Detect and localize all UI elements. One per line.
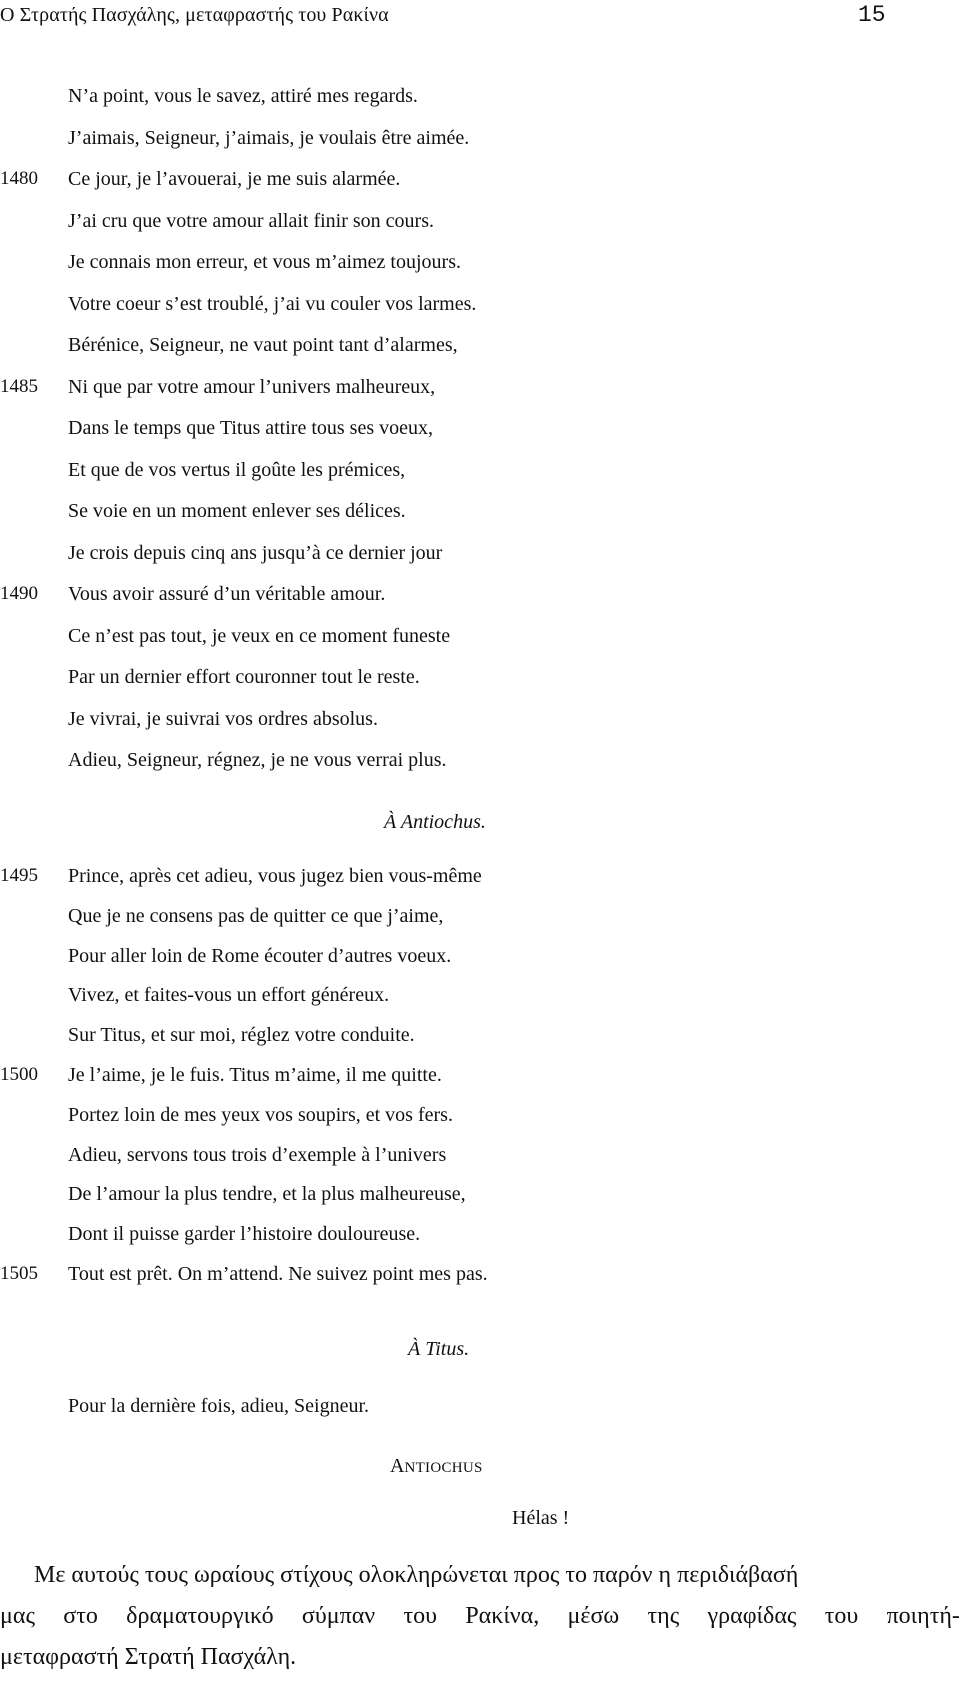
closing-note-word: του (403, 1603, 437, 1629)
closing-note-word: γραφίδας (707, 1603, 797, 1629)
verse-line (0, 983, 960, 1017)
verse-text: Je crois depuis cinq ans jusqu’à ce dernier jour (68, 541, 443, 564)
verse-line (0, 84, 960, 118)
final-verse-text: Pour la dernière fois, adieu, Seigneur. (68, 1395, 370, 1417)
verse-line (0, 1262, 960, 1296)
verse-line (0, 333, 960, 367)
closing-note-word: σύμπαν (301, 1603, 376, 1629)
verse-number: 1485 (0, 375, 38, 397)
closing-note-word: δραματουργικό (126, 1603, 274, 1629)
verse-text: Je l’aime, je le fuis. Titus m’aime, il me quitte. (68, 1064, 442, 1086)
verse-line (0, 541, 960, 575)
verse-line (0, 665, 960, 699)
verse-text: Adieu, servons tous trois d’exemple à l’univers (68, 1143, 447, 1166)
verse-number: 1505 (0, 1263, 38, 1284)
page-number: 15 (858, 2, 886, 28)
verse-line (0, 126, 960, 160)
closing-note-word: του (824, 1603, 859, 1629)
verse-text: Je connais mon erreur, et vous m’aimez toujours. (68, 251, 461, 273)
closing-note-word: στο (63, 1603, 98, 1629)
verse-text: Ni que par votre amour l’univers malheureux, (68, 375, 436, 398)
speaker-rest: NTIOCHUS (404, 1460, 483, 1476)
verse-line (0, 748, 960, 782)
verse-line (0, 707, 960, 741)
verse-text: Dont il puisse garder l’histoire douloureuse. (68, 1223, 421, 1246)
verse-text: Vous avoir assuré d’un véritable amour. (68, 583, 386, 605)
verse-text: Tout est prêt. On m’attend. Ne suivez point mes pas. (68, 1263, 488, 1285)
verse-line (0, 250, 960, 284)
verse-line (0, 209, 960, 243)
verse-text: J’ai cru que votre amour allait finir son cours. (68, 209, 434, 232)
speaker-exclamation: Hélas ! (512, 1507, 570, 1529)
verse-line (0, 499, 960, 533)
verse-text: N’a point, vous le savez, attiré mes regards. (68, 85, 418, 107)
speaker-initial: A (390, 1455, 405, 1477)
verse-text: Votre coeur s’est troublé, j’ai vu couler vos larmes. (68, 292, 477, 315)
closing-note-word: μέσω (567, 1603, 620, 1629)
verse-text: Dans le temps que Titus attire tous ses voeux, (68, 417, 433, 439)
verse-text: Se voie en un moment enlever ses délices. (68, 500, 406, 522)
verse-number: 1500 (0, 1064, 38, 1085)
closing-note-line-3: μεταφραστή Στρατή Πασχάλη. (0, 1644, 297, 1670)
stage-direction-titus: À Titus. (408, 1338, 470, 1360)
stage-direction-antiochus: À Antiochus. (384, 811, 486, 833)
verse-line (0, 292, 960, 326)
verse-line (0, 167, 960, 201)
verse-line (0, 904, 960, 938)
speaker-name (390, 1454, 483, 1480)
verse-line (0, 1143, 960, 1177)
verse-line (0, 1222, 960, 1256)
verse-text: Par un dernier effort couronner tout le reste. (68, 666, 420, 688)
verse-text: Prince, après cet adieu, vous jugez bien vous-même (68, 865, 482, 887)
verse-number: 1490 (0, 583, 38, 604)
verse-line (0, 864, 960, 898)
verse-text: Et que de vos vertus il goûte les prémices, (68, 458, 406, 481)
verse-line (0, 416, 960, 450)
verse-text: Que je ne consens pas de quitter ce que j’aime, (68, 904, 444, 927)
closing-note-word: της (647, 1603, 680, 1629)
closing-note-line-2 (0, 1596, 960, 1637)
closing-note-word: Ρακίνα, (465, 1603, 540, 1629)
verse-text: Sur Titus, et sur moi, réglez votre conduite. (68, 1024, 415, 1047)
verse-line (0, 1103, 960, 1137)
verse-line (0, 1023, 960, 1057)
running-header-title: Ο Στρατής Πασχάλης, μεταφραστής του Ρακίνα (0, 4, 389, 26)
verse-text: De l’amour la plus tendre, et la plus malheureuse, (68, 1183, 466, 1206)
verse-text: Je vivrai, je suivrai vos ordres absolus. (68, 707, 378, 730)
closing-note-line-1: Με αυτούς τους ωραίους στίχους ολοκληρώνεται προς το παρόν η περιδιάβασή (34, 1562, 799, 1588)
closing-note (0, 1555, 960, 1678)
verse-text: Adieu, Seigneur, régnez, je ne vous verrai plus. (68, 749, 447, 771)
final-verse-line (0, 1394, 960, 1428)
verse-text: J’aimais, Seigneur, j’aimais, je voulais être aimée. (68, 126, 470, 149)
verse-number: 1480 (0, 168, 38, 189)
verse-line (0, 582, 960, 616)
verse-text: Ce jour, je l’avouerai, je me suis alarmée. (68, 168, 401, 190)
verse-text: Pour aller loin de Rome écouter d’autres voeux. (68, 944, 452, 967)
closing-note-word: ποιητή- (886, 1603, 960, 1629)
verse-text: Vivez, et faites-vous un effort généreux. (68, 984, 390, 1007)
verse-text: Bérénice, Seigneur, ne vaut point tant d’alarmes, (68, 334, 458, 356)
verse-line (0, 1182, 960, 1216)
verse-line (0, 944, 960, 978)
verse-text: Ce n’est pas tout, je veux en ce moment funeste (68, 624, 451, 647)
verse-line (0, 1063, 960, 1097)
verse-number: 1495 (0, 865, 38, 886)
verse-text: Portez loin de mes yeux vos soupirs, et vos fers. (68, 1103, 453, 1126)
verse-line (0, 624, 960, 658)
verse-line (0, 375, 960, 409)
closing-note-word: μας (0, 1603, 35, 1629)
verse-line (0, 458, 960, 492)
